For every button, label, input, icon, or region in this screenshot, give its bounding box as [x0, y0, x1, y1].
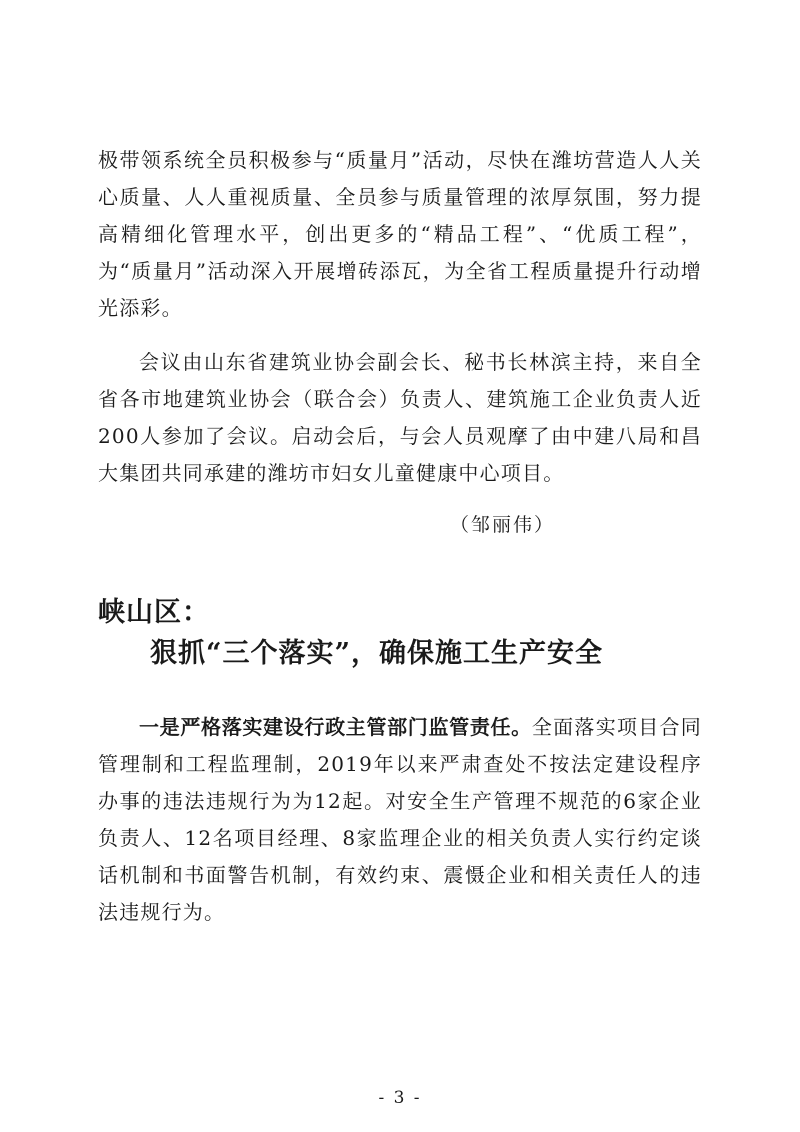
page-number: - 3 -	[378, 1088, 422, 1108]
paragraph-lead-sentence: 一是严格落实建设行政主管部门监管责任。	[139, 715, 532, 739]
section-heading-district: 峡山区：	[98, 597, 210, 628]
paragraph-body-text: 全面落实项目合同管理制和工程监理制，2019年以来严肃查处不按法定建设程序办事的违法违规行为为12起。对安全生产管理不规范的6家企业负责人、12名项目经理、8家监理企业的相关负责人实行约定谈话机制和书面警告机制，有效约束、震慑企业和相关责任人的违法违规行为。	[98, 715, 702, 924]
body-paragraph-supervision	[98, 709, 702, 931]
body-paragraph-meeting: 会议由山东省建筑业协会副会长、秘书长林滨主持，来自全省各市地建筑业协会（联合会）负责人、建筑施工企业负责人近200人参加了会议。启动会后，与会人员观摩了由中建八局和昌大集团共同承建的潍坊市妇女儿童健康中心项目。	[98, 350, 702, 485]
body-paragraph-quality-month: 极带领系统全员积极参与“质量月”活动，尽快在潍坊营造人人关心质量、人人重视质量、全员参与质量管理的浓厚氛围，努力提高精细化管理水平，创出更多的“精品工程”、“优质工程”，为“质量月”活动深入开展增砖添瓦，为全省工程质量提升行动增光添彩。	[98, 148, 702, 320]
author-byline: （邹丽伟）	[450, 514, 556, 536]
section-subtitle: 狠抓“三个落实”，确保施工生产安全	[150, 638, 604, 669]
